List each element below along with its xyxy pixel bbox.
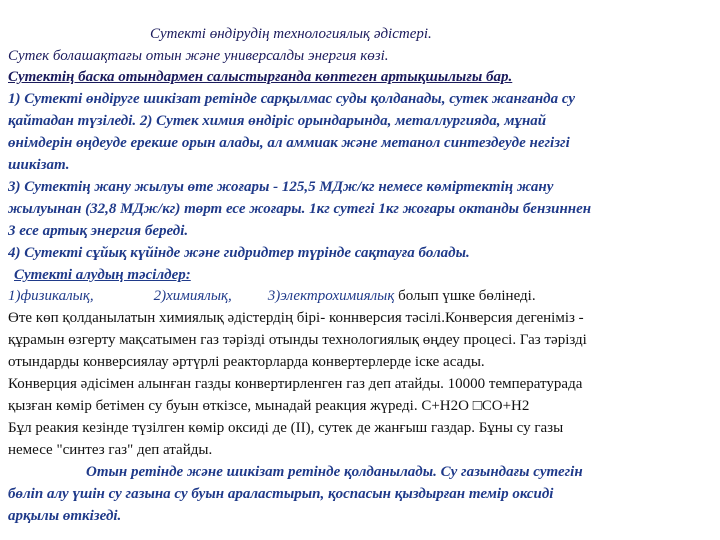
- advantages-heading: Сутектің баска отындармен салыстырғанда көптеген артықшылығы бар.: [8, 69, 513, 85]
- doc-title: Сутекті өндірудің технологиялық әдістері.: [150, 26, 432, 42]
- intro-line: Сутек болашақтағы отын және универсалды энергия көзі.: [8, 48, 389, 64]
- advantage-line-7: 3 есе артық энергия береді.: [8, 223, 189, 239]
- methods-heading: Сутекті алудың тәсілдер:: [14, 267, 191, 283]
- methods-suffix: болып үшке бөлінеді.: [394, 288, 536, 304]
- method-physical: 1)физикалық,: [8, 288, 94, 304]
- usage-line-2: бөліп алу үшін су газына су буын араластырып, қоспасын қыздырған темір оксиді: [8, 486, 554, 502]
- method-electrochemical: 3)электрохимиялық: [267, 288, 395, 304]
- conversion-line-5: қызған көмір бетімен су буын өткізсе, мынадай реакция жүреді. С+Н2О □СО+Н2: [8, 398, 530, 414]
- advantage-line-2: қайтадан түзіледі. 2) Сутек химия өндіріс орындарында, металлургияда, мұнай: [8, 113, 547, 129]
- conversion-line-1: Өте көп қолданылатын химиялық әдістердің бірі- коннверсия тәсілі.Конверсия дегеніміз -: [8, 310, 584, 326]
- advantage-line-5: 3) Сутектің жану жылуы өте жоғары - 125,5 МДж/кг немесе көміртектің жану: [8, 179, 554, 195]
- advantage-line-4: шикізат.: [8, 157, 70, 173]
- conversion-line-4: Конверция әдісімен алынған газды конвертирленген газ деп атайды. 10000 температурада: [8, 376, 583, 392]
- conversion-line-6: Бұл реакия кезінде түзілген көмір оксиді де (ІІ), сутек де жанғыш газдар. Бұны су газы: [8, 420, 564, 436]
- conversion-line-7: немесе "синтез газ" деп атайды.: [8, 442, 213, 458]
- conversion-line-2: құрамын өзгерту мақсатымен газ тәрізді отынды технологиялық өңдеу процесі. Газ тәрізді: [8, 332, 587, 348]
- usage-line-1: Отын ретінде және шикізат ретінде қолданылады. Су газындағы сутегін: [86, 464, 583, 480]
- methods-line: [8, 286, 714, 306]
- advantage-line-3: өнімдерін өңдеуде ерекше орын алады, ал аммиак және метанол синтездеуде негізгі: [8, 135, 570, 151]
- usage-line-3: арқылы өткізеді.: [8, 508, 122, 524]
- method-chemical: 2)химиялық,: [153, 288, 232, 304]
- conversion-line-3: отындарды конверсиялау әртүрлі реакторларда конвертерлерде іске асады.: [8, 354, 485, 370]
- advantage-line-6: жылуынан (32,8 МДж/кг) төрт есе жоғары. 1кг сутегі 1кг жоғары октанды бензиннен: [8, 201, 592, 217]
- advantage-line-8: 4) Сутекті сұйық күйінде және гидридтер түрінде сақтауға болады.: [8, 245, 470, 261]
- advantage-line-1: 1) Сутекті өндіруге шикізат ретінде сарқылмас суды қолданады, сутек жанғанда су: [8, 91, 576, 107]
